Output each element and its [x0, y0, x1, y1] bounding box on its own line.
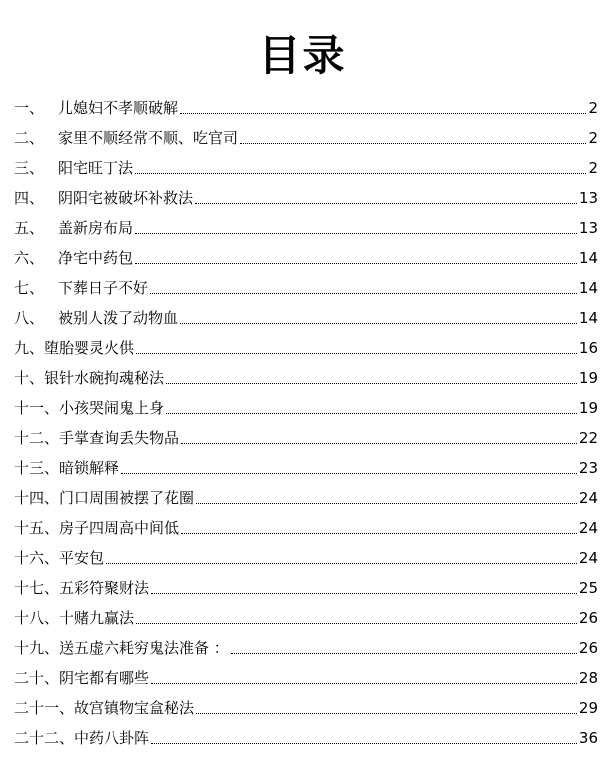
toc-entry-number: 十三、 — [14, 459, 60, 477]
dot-leader — [196, 503, 577, 504]
dot-leader — [166, 383, 577, 384]
toc-entry[interactable] — [14, 537, 598, 567]
toc-entry-page-number: 24 — [578, 549, 598, 567]
toc-entry[interactable] — [14, 687, 598, 717]
toc-entry-number: 十七、 — [14, 579, 60, 597]
toc-entry[interactable] — [14, 567, 598, 597]
dot-leader — [151, 743, 577, 744]
toc-entry-number: 二十一、 — [14, 699, 75, 717]
toc-entry-label: 故宫镇物宝盒秘法 — [74, 699, 195, 717]
toc-entry-label: 净宅中药包 — [58, 249, 134, 267]
dot-leader — [135, 173, 586, 174]
dot-leader — [181, 443, 577, 444]
toc-entry-page-number: 14 — [578, 249, 598, 267]
toc-entry-page-number: 24 — [578, 519, 598, 537]
toc-entry[interactable] — [14, 267, 598, 297]
toc-entry-label: 送五虚六耗穷鬼法准备 ： — [59, 639, 229, 657]
toc-entry[interactable] — [14, 147, 598, 177]
toc-entry-page-number: 14 — [578, 279, 598, 297]
toc-entry[interactable] — [14, 177, 598, 207]
toc-entry[interactable] — [14, 717, 598, 747]
toc-entry-page-number: 22 — [578, 429, 598, 447]
dot-leader — [166, 413, 577, 414]
toc-entry[interactable] — [14, 117, 598, 147]
dot-leader — [240, 143, 586, 144]
dot-leader — [180, 113, 586, 114]
toc-entry[interactable] — [14, 477, 598, 507]
table-of-contents — [14, 87, 598, 747]
toc-entry-page-number: 19 — [578, 369, 598, 387]
toc-entry-label: 小孩哭闹鬼上身 — [59, 399, 165, 417]
toc-entry-page-number: 25 — [578, 579, 598, 597]
toc-entry-number: 一、 — [14, 99, 45, 117]
toc-entry-page-number: 24 — [578, 489, 598, 507]
toc-entry[interactable] — [14, 627, 598, 657]
toc-entry[interactable] — [14, 507, 598, 537]
toc-entry-page-number: 13 — [578, 219, 598, 237]
toc-entry-label: 暗锁解释 — [59, 459, 120, 477]
toc-entry-number: 十八、 — [14, 609, 60, 627]
toc-entry-label: 银针水碗拘魂秘法 — [44, 369, 165, 387]
toc-entry-number: 三、 — [14, 159, 45, 177]
toc-entry-label: 门口周围被摆了花圈 — [59, 489, 195, 507]
toc-entry-label: 盖新房布局 — [58, 219, 134, 237]
toc-entry-page-number: 36 — [578, 729, 598, 747]
toc-entry-label: 中药八卦阵 — [74, 729, 150, 747]
toc-entry-number: 七、 — [14, 279, 45, 297]
dot-leader — [106, 563, 577, 564]
toc-entry-label: 堕胎婴灵火供 — [44, 339, 135, 357]
toc-entry-page-number: 2 — [588, 99, 598, 117]
toc-entry[interactable] — [14, 297, 598, 327]
toc-entry-number: 十一、 — [14, 399, 60, 417]
dot-leader — [195, 203, 577, 204]
toc-entry-number: 二十、 — [14, 669, 60, 687]
toc-entry-label: 十赌九赢法 — [59, 609, 135, 627]
toc-entry[interactable] — [14, 207, 598, 237]
toc-entry[interactable] — [14, 327, 598, 357]
toc-entry[interactable] — [14, 87, 598, 117]
toc-entry-number: 二、 — [14, 129, 45, 147]
dot-leader — [196, 713, 577, 714]
toc-entry-page-number: 23 — [578, 459, 598, 477]
toc-entry-page-number: 26 — [578, 639, 598, 657]
toc-entry-number: 十、 — [14, 369, 45, 387]
toc-entry[interactable] — [14, 387, 598, 417]
dot-leader — [136, 353, 577, 354]
toc-entry-page-number: 19 — [578, 399, 598, 417]
toc-entry-page-number: 16 — [578, 339, 598, 357]
toc-entry-page-number: 26 — [578, 609, 598, 627]
toc-entry-page-number: 2 — [588, 159, 598, 177]
toc-entry-label: 五彩符聚财法 — [59, 579, 150, 597]
dot-leader — [150, 293, 577, 294]
toc-entry-number: 十六、 — [14, 549, 60, 567]
toc-entry[interactable] — [14, 447, 598, 477]
toc-entry-number: 十九、 — [14, 639, 60, 657]
toc-entry[interactable] — [14, 657, 598, 687]
toc-entry-number: 四、 — [14, 189, 45, 207]
toc-entry-label: 手掌查询丢失物品 — [59, 429, 180, 447]
toc-entry-label: 阴宅都有哪些 — [59, 669, 150, 687]
dot-leader — [135, 233, 577, 234]
dot-leader — [121, 473, 577, 474]
dot-leader — [151, 683, 577, 684]
toc-entry-number: 十四、 — [14, 489, 60, 507]
toc-entry-number: 二十二、 — [14, 729, 75, 747]
dot-leader — [136, 623, 577, 624]
toc-entry-number: 六、 — [14, 249, 45, 267]
toc-entry[interactable] — [14, 597, 598, 627]
toc-entry-number: 十五、 — [14, 519, 60, 537]
toc-entry-label: 儿媳妇不孝顺破解 — [58, 99, 179, 117]
dot-leader — [231, 653, 577, 654]
toc-entry-label: 房子四周高中间低 — [59, 519, 180, 537]
toc-entry-label: 平安包 — [59, 549, 105, 567]
toc-title: 目录 — [258, 31, 347, 80]
toc-entry-label: 被别人泼了动物血 — [58, 309, 179, 327]
toc-entry-page-number: 29 — [578, 699, 598, 717]
toc-entry-page-number: 2 — [588, 129, 598, 147]
toc-entry-label: 家里不顺经常不顺、吃官司 — [58, 129, 239, 147]
toc-entry[interactable] — [14, 417, 598, 447]
toc-entry-label: 阳宅旺丁法 — [58, 159, 134, 177]
dot-leader — [181, 533, 577, 534]
toc-entry-number: 八、 — [14, 309, 45, 327]
toc-entry[interactable] — [14, 357, 598, 387]
dot-leader — [135, 263, 577, 264]
dot-leader — [180, 323, 577, 324]
toc-entry-page-number: 13 — [578, 189, 598, 207]
toc-entry-page-number: 14 — [578, 309, 598, 327]
toc-entry-label: 下葬日子不好 — [58, 279, 149, 297]
toc-entry-number: 十二、 — [14, 429, 60, 447]
toc-entry-label: 阴阳宅被破坏补救法 — [58, 189, 194, 207]
dot-leader — [151, 593, 577, 594]
toc-entry[interactable] — [14, 237, 598, 267]
toc-entry-number: 九、 — [14, 339, 45, 357]
toc-entry-page-number: 28 — [578, 669, 598, 687]
toc-entry-number: 五、 — [14, 219, 45, 237]
